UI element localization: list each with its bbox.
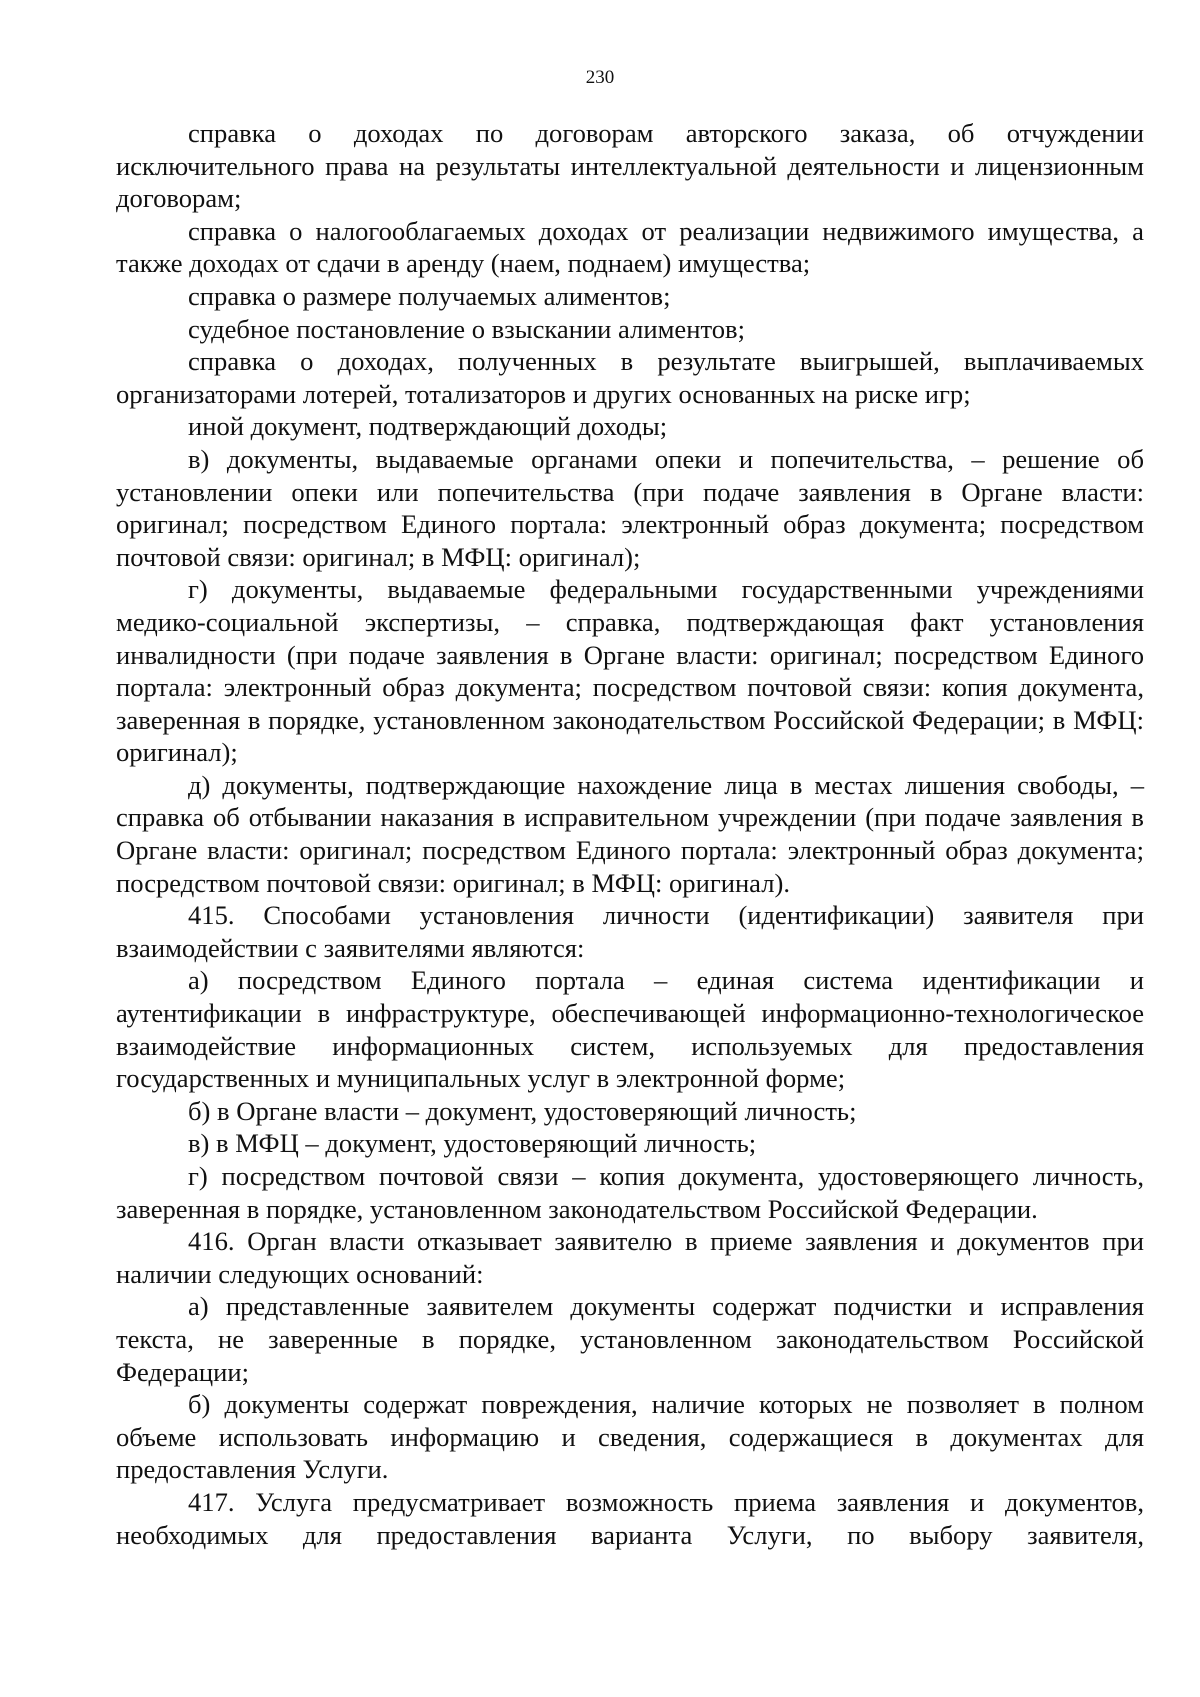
paragraph: г) посредством почтовой связи – копия документа, удостоверяющего личность, заверенная в порядке, установленном законодательством Российской Федерации. [116,1161,1144,1224]
paragraph: в) в МФЦ – документ, удостоверяющий личность; [188,1128,757,1159]
paragraph: в) документы, выдаваемые органами опеки и попечительства, – решение об установлении опеки или попечительства (при подаче заявления в Органе власти: оригинал; посредством Единого портала: электронный образ документа; посредством почтовой связи: оригинал; в МФЦ: оригинал); [116,443,1144,572]
paragraph: б) документы содержат повреждения, наличие которых не позволяет в полном объеме использовать информацию и сведения, содержащиеся в документах для предоставления Услуги. [116,1389,1144,1485]
paragraph: справка о доходах, полученных в результате выигрышей, выплачиваемых организаторами лотерей, тотализаторов и других основанных на риске игр; [116,346,1144,409]
paragraph: г) документы, выдаваемые федеральными государственными учреждениями медико-социальной экспертизы, – справка, подтверждающая факт установления инвалидности (при подаче заявления в Органе власти: оригинал; посредством Единого портала: электронный образ документа; посредством почтовой связи: копия документа, заверенная в порядке, установленном законодательством Российской Федерации; в МФЦ: оригинал); [116,574,1144,768]
page-number: 230 [585,67,615,88]
paragraph: иной документ, подтверждающий доходы; [188,411,668,442]
paragraph: д) документы, подтверждающие нахождение лица в местах лишения свободы, – справка об отбывании наказания в исправительном учреждении (при подаче заявления в Органе власти: оригинал; посредством Единого портала: электронный образ документа; посредством почтовой связи: оригинал; в МФЦ: оригинал). [116,769,1144,898]
paragraph: б) в Органе власти – документ, удостоверяющий личность; [188,1095,857,1126]
paragraph: 415. Способами установления личности (идентификации) заявителя при взаимодействии с заявителями являются: [116,900,1144,963]
paragraph: а) представленные заявителем документы содержат подчистки и исправления текста, не заверенные в порядке, установленном законодательством Российской Федерации; [116,1291,1144,1387]
paragraph: а) посредством Единого портала – единая система идентификации и аутентификации в инфраструктуре, обеспечивающей информационно-технологическое взаимодействие информационных систем, используемых для предоставления государственных и муниципальных услуг в электронной форме; [116,965,1144,1094]
paragraph: судебное постановление о взыскании алиментов; [188,313,745,344]
paragraph: справка о размере получаемых алиментов; [188,280,671,311]
paragraph: справка о налогооблагаемых доходах от реализации недвижимого имущества, а также доходах от сдачи в аренду (наем, поднаем) имущества; [116,215,1144,279]
document-body [116,117,1144,1551]
paragraph: 416. Орган власти отказывает заявителю в приеме заявления и документов при наличии следующих оснований: [116,1226,1144,1289]
paragraph: справка о доходах по договорам авторского заказа, об отчуждении исключительного права на результаты интеллектуальной деятельности и лицензионным договорам; [116,118,1144,214]
paragraph: 417. Услуга предусматривает возможность приема заявления и документов, необходимых для предоставления варианта Услуги, по выбору заявителя, [116,1486,1144,1550]
